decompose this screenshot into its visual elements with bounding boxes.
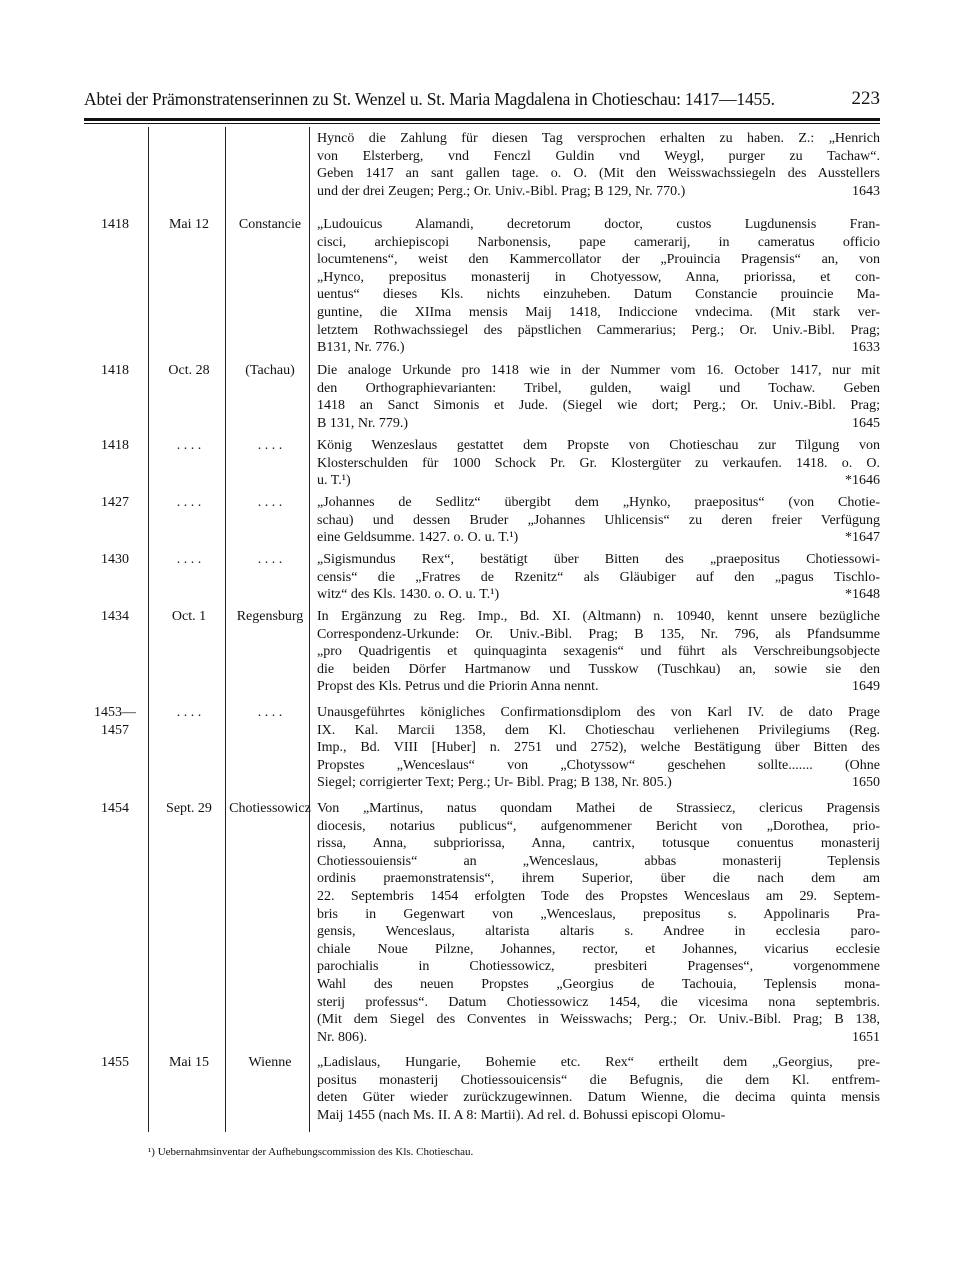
entry-date: . . . . <box>176 495 202 510</box>
header-rule-thin <box>84 123 880 124</box>
entry-text <box>317 494 880 547</box>
closing-line <box>317 529 880 547</box>
regest-number: 1651 <box>852 1029 880 1045</box>
entry-place: Regensburg <box>236 609 304 624</box>
header-rule-thick <box>84 118 880 121</box>
entry-text <box>317 704 880 792</box>
entry-place: (Tachau) <box>245 363 295 378</box>
text-line: positus monasterij Chotiessouicensis“ die Befugnis, die dem Kl. entfrem- <box>317 1072 880 1088</box>
entry-year: 1455 <box>101 1055 129 1070</box>
entry-year: 1434 <box>101 609 129 624</box>
entry-place: Wienne <box>248 1055 292 1070</box>
entry-year: 1427 <box>101 495 129 510</box>
entry-place: . . . . <box>257 552 283 567</box>
entry-text <box>317 800 880 1046</box>
entry-year: 1418 <box>101 438 129 453</box>
page-number: 223 <box>851 88 880 109</box>
text-line: ordinis praemonstratensis“, ihrem Superior, über die nach dem am <box>317 871 880 887</box>
text-line: parochialis in Chotiessowicz, presbiteri Pragenses“, vorgenommene <box>317 959 880 975</box>
column-divider-place <box>309 127 310 1132</box>
text-line: uentus“ dieses Kls. nichts einzuheben. Datum Constancie prouincie Ma- <box>317 287 880 303</box>
text-line: (Mit dem Siegel des Conventes in Weisswachs; Perg.; Or. Univ.-Bibl. Prag; B 138, <box>317 1012 880 1028</box>
regest-number: 1649 <box>852 679 880 695</box>
text-line: letztem Rothwachssiegel des päpstlichen Cammerarius; Perg.; Or. Univ.-Bibl. Prag; <box>317 322 880 338</box>
entry-text <box>317 608 880 696</box>
closing-text: und der drei Zeugen; Perg.; Or. Univ.-Bibl. Prag; B 129, Nr. 770.) <box>317 183 686 199</box>
entry-text <box>317 551 880 604</box>
text-line: Imp., Bd. VIII [Huber] n. 2751 und 2752), welche Bestätigung über Bitten des <box>317 740 880 756</box>
text-line: cisci, archiepiscopi Narbonensis, pape camerarij, in cameratus officio <box>317 234 880 250</box>
text-line: IX. Kal. Marcii 1358, dem Kl. Chotieschau verliehenen Privilegiums (Reg. <box>317 722 880 738</box>
entry-date: . . . . <box>176 705 202 720</box>
text-line: In Ergänzung zu Reg. Imp., Bd. XI. (Altmann) n. 10940, kennt unsere bezügliche <box>317 609 880 624</box>
text-line: 1418 an Sanct Simonis et Jude. (Siegel wie dort; Perg.; Or. Univ.-Bibl. Prag; <box>317 398 880 414</box>
entry-date: Mai 12 <box>168 217 210 232</box>
entry-place: Constancie <box>238 217 302 232</box>
closing-line <box>317 339 880 357</box>
closing-line <box>317 183 880 201</box>
entry-year: 1454 <box>101 801 129 816</box>
entry-date: Mai 15 <box>168 1055 210 1070</box>
regest-number: *1648 <box>845 587 880 603</box>
text-line: 22. Septembris 1454 erfolgten Tode des Propstes Wenceslaus am 29. Septem- <box>317 888 880 904</box>
entry-text <box>317 1054 880 1124</box>
entry-year: 1430 <box>101 552 129 567</box>
text-line: Von „Martinus, natus quondam Mathei de Strassiecz, clericus Pragensis <box>317 801 880 816</box>
header-title: Abtei der Prämonstratenserinnen zu St. Wenzel u. St. Maria Magdalena in Chotieschau: 1417—1455. <box>84 89 775 109</box>
text-line: Chotiessouiensis“ an „Wenceslaus, abbas monasterij Teplensis <box>317 853 880 869</box>
text-line: „Ladislaus, Hungarie, Bohemie etc. Rex“ ertheilt dem „Georgius, pre- <box>317 1055 880 1070</box>
entry-year: 1418 <box>101 217 129 232</box>
column-divider-year <box>148 127 149 1132</box>
text-line: bris in Gegenwart von „Wenceslaus, prepositus s. Appolinaris Pra- <box>317 906 880 922</box>
closing-text: Siegel; corrigierter Text; Perg.; Ur- Bibl. Prag; B 138, Nr. 805.) <box>317 775 672 791</box>
text-line: chiale Noue Pilzne, Johannes, rector, et Johannes, vicarius ecclesie <box>317 941 880 957</box>
text-line: „Sigismundus Rex“, bestätigt über Bitten des „praepositus Chotiessowi- <box>317 552 880 567</box>
entry-text <box>317 437 880 490</box>
entry-place: . . . . <box>257 705 283 720</box>
closing-line <box>317 1029 880 1047</box>
text-line: diocesis, notarius publicus“, aufgenommener Bericht von „Dorothea, prio- <box>317 818 880 834</box>
text-line: Propstes „Wenceslaus“ von „Chotyssow“ geschehen sollte....... (Ohne <box>317 757 880 773</box>
column-divider-date <box>225 127 226 1132</box>
text-line: „pro Quadrigentis et quinquaginta sexagenis“ und führt als Verschreibungsobjecte <box>317 644 880 660</box>
text-line: „Ludouicus Alamandi, decretorum doctor, custos Lugdunensis Fran- <box>317 217 880 232</box>
regest-number: 1650 <box>852 775 880 791</box>
text-line: gensis, Wenceslaus, altarista altaris s. Andree in ecclesia paro- <box>317 924 880 940</box>
closing-text: Nr. 806). <box>317 1029 368 1045</box>
text-line: Correspondenz-Urkunde: Or. Univ.-Bibl. Prag; B 135, Nr. 796, als Pfandsumme <box>317 626 880 642</box>
regest-number: 1643 <box>852 183 880 199</box>
regest-number: 1633 <box>852 340 880 356</box>
closing-line <box>317 774 880 792</box>
entry-place: Chotiessowicz <box>229 801 311 816</box>
regest-number: 1645 <box>852 415 880 431</box>
text-line: Hyncö die Zahlung für diesen Tag versprochen erhalten zu haben. Z.: „Henrich <box>317 131 880 146</box>
entry-date: Oct. 28 <box>168 363 210 378</box>
closing-line <box>317 678 880 696</box>
text-line: Die analoge Urkunde pro 1418 wie in der Nummer vom 16. October 1417, nur mit <box>317 363 880 378</box>
text-line: locumtenens“, weist den Kammercollator der „Prouincia Pragensis“ an, von <box>317 252 880 268</box>
text-line: censis“ die „Fratres de Rzenitz“ als Gläubiger auf den „pagus Tischlo- <box>317 569 880 585</box>
closing-text: B131, Nr. 776.) <box>317 340 405 356</box>
text-line: „Hynco, prepositus monasterij in Chotyessow, Anna, priorissa, et con- <box>317 269 880 285</box>
closing-line <box>317 415 880 433</box>
text-line: rissa, Anna, subpriorissa, Anna, cantrix, totusque conuentus monasterij <box>317 836 880 852</box>
closing-text: witz“ des Kls. 1430. o. O. u. T.¹) <box>317 587 500 603</box>
closing-text: eine Geldsumme. 1427. o. O. u. T.¹) <box>317 530 519 546</box>
running-header <box>84 89 880 113</box>
regest-number: *1646 <box>845 473 880 489</box>
entry-date: Sept. 29 <box>166 801 212 816</box>
text-line: deten Güter wieder zurückzugewinnen. Datum Wienne, die decima quinta mensis <box>317 1090 880 1106</box>
entry-year: 1453— 1457 <box>94 705 136 738</box>
text-line: von Elsterberg, vnd Fenczl Guldin vnd Weygl, purger zu Tachaw“. <box>317 148 880 164</box>
text-line: Unausgeführtes königliches Confirmationsdiplom des von Karl IV. de dato Prage <box>317 705 880 720</box>
text-line: „Johannes de Sedlitz“ übergibt dem „Hynko, praepositus“ (von Chotie- <box>317 495 880 510</box>
closing-text: Propst des Kls. Petrus und die Priorin Anna nennt. <box>317 679 599 695</box>
entry-text <box>317 216 880 357</box>
text-line: Wahl des neuen Propstes „Georgius de Tachouia, Teplensis mona- <box>317 976 880 992</box>
entry-year: 1418 <box>101 363 129 378</box>
closing-text: B 131, Nr. 779.) <box>317 415 408 431</box>
regest-number: *1647 <box>845 530 880 546</box>
closing-line <box>317 586 880 604</box>
entry-date: Oct. 1 <box>171 609 207 624</box>
footnote: ¹) Uebernahmsinventar der Aufhebungscommission des Kls. Chotieschau. <box>148 1146 474 1158</box>
entry-place: . . . . <box>257 438 283 453</box>
entry-date: . . . . <box>176 438 202 453</box>
text-line: den Orthographievarianten: Tribel, gulden, waigl und Tochaw. Geben <box>317 380 880 396</box>
closing-text: u. T.¹) <box>317 473 351 489</box>
text-line: guntine, die XIIma mensis Maij 1418, Indiccione vndecima. (Mit stark ver- <box>317 304 880 320</box>
entry-date: . . . . <box>176 552 202 567</box>
text-line: Maij 1455 (nach Ms. II. A 8: Martii). Ad rel. d. Bohussi episcopi Olomu- <box>317 1107 726 1123</box>
text-line: König Wenzeslaus gestattet dem Propste von Chotieschau zur Tilgung von <box>317 438 880 453</box>
closing-line <box>317 472 880 490</box>
entry-text <box>317 362 880 432</box>
entry-text <box>317 130 880 200</box>
text-line: Geben 1417 an sant gallen tage. o. O. (Mit den Weisswachssiegeln des Ausstellers <box>317 166 880 182</box>
entry-place: . . . . <box>257 495 283 510</box>
text-line: die beiden Dörfer Hartmanow und Tusskow (Tuschkau) an, sowie sie den <box>317 661 880 677</box>
text-line: Klosterschulden für 1000 Schock Pr. Gr. Klostergüter zu verkaufen. 1418. o. O. <box>317 455 880 471</box>
text-line: sterij professus“. Datum Chotiessowicz 1454, die vicesima nona septembris. <box>317 994 880 1010</box>
text-line: schau) und dessen Bruder „Johannes Uhlicensis“ zu deren freier Verfügung <box>317 512 880 528</box>
